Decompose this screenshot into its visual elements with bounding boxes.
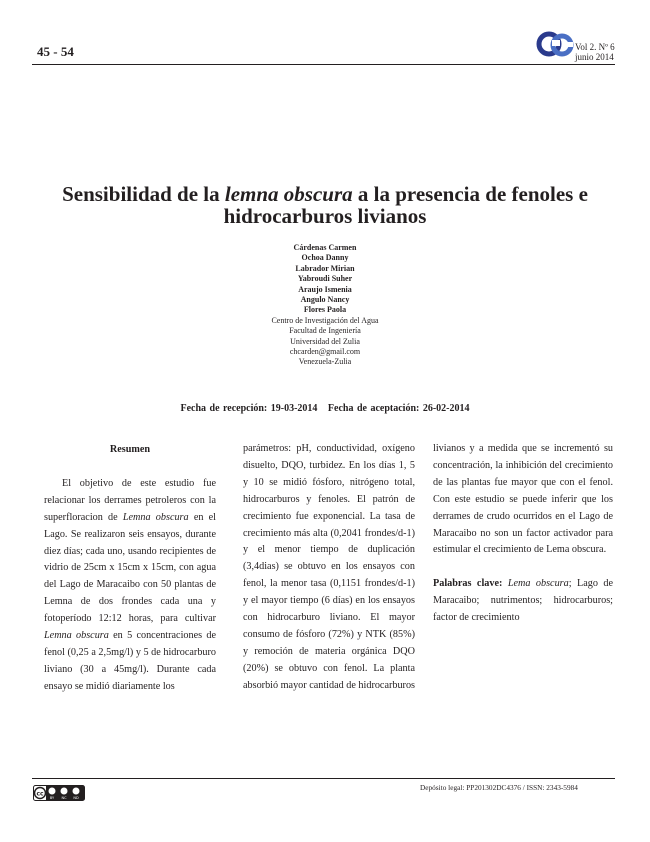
abstract-paragraph [44,476,216,696]
author: Yabroudi Suher [297,274,353,284]
abstract-continuation: livianos y a medida que se incrementó su concentración, la inhibición del crecimiento de las plantas fue mayor que con el fenol. Con este estudio se puede inferir que los derrames de crudo ocurridos en el Lago de Maracaibo no son un factor activador para estimular el crecimiento de Lema obscura. [433,443,613,556]
affiliation-line: Facultad de Ingeniería [289,326,361,336]
footer-rule [32,778,615,779]
abstract-heading: Resumen [109,444,151,455]
keywords-list: ; Lago de Maracaibo; nutrimentos; hidrocarburos; factor de crecimiento [433,578,613,624]
keyword-species: Lema obscura [507,578,569,590]
title-part-2: a la presencia de fenoles e hidrocarburos livianos [223,182,588,228]
cc-label: BY [49,795,55,800]
cc-label: NC [61,795,67,800]
affiliation-line: Universidad del Zulia [290,336,360,346]
creative-commons-by-nc-nd-icon[interactable] [33,785,85,801]
keywords-label: Palabras clave: [433,578,503,590]
abstract-text: en 5 concentraciones de fenol (0,25 a 2,5mg/l) y 5 de hidrocarburo liviano (30 a 45mg/l). Durante cada ensayo se midió diariamente los [44,630,216,692]
volume-number: Vol 2. Nº 6 [575,42,615,52]
author-block [175,243,475,368]
abstract-column-3 [433,441,613,627]
abstract-species: Lemna obscura [44,630,109,642]
keywords [433,576,613,627]
received-date: Fecha de recepción: 19-03-2014 [180,403,318,414]
header-rule [32,64,615,65]
abstract-text: El objetivo de este estudio fue relacionar los derrames petroleros con la superfloracion de [44,477,216,523]
author: Angulo Nancy [300,295,350,305]
abstract-column-1 [44,442,216,696]
svg-text:cc: cc [36,790,44,798]
journal-logo-icon [536,30,576,58]
abstract-text: en el Lago. Se realizaron seis ensayos, durante diez días; cada uno, usando recipientes de vidrio de 25cm x 15cm x 15cm, con agua del Lago de Maracaibo con 50 plantas de Lemna de dos frondes cada una y fotoperíodo 12:12 horas, para cultivar [44,511,216,625]
affiliation-line: Venezuela-Zulia [298,357,352,367]
page-range: 45 - 54 [37,44,74,59]
title-part-1: Sensibilidad de la [62,182,225,206]
issue-date: junio 2014 [575,52,614,62]
issue-info [575,42,615,62]
title-species: lemna obscura [224,182,353,206]
submission-dates [40,403,610,414]
author-email[interactable]: chcarden@gmail.com [289,347,361,357]
author: Labrador Mirian [295,263,355,273]
author: Cárdenas Carmen [293,243,357,252]
abstract-species: Lemna obscura [122,511,189,523]
author: Araujo Ismenia [298,284,352,294]
affiliation-line: Centro de Investigación del Agua [271,315,379,325]
abstract-continuation: parámetros: pH, conductividad, oxígeno disuelto, DQO, turbidez. En los días 1, 5 y 10 se midió fósforo, nitrógeno total, hidrocarburos y fenoles. El patrón de crecimiento fue exponencial. La tasa de crecimiento más alta (0,2041 frondes/d-1) y el menor tiempo de duplicación (3,4dias) se obtuvo en los ensayos con fenol, la menor tasa (0,1151 frondes/d-1) y el mayor tiempo (6 días) en los ensayos con hidrocarburo liviano. El mayor consumo de fósforo (72%) y NTK (85%) y remoción de materia orgánica DQO (20%) se obtuvo con fenol. La planta absorbió mayor cantidad de hidrocarburos [243,443,415,691]
accepted-date: Fecha de aceptación: 26-02-2014 [327,403,470,414]
author: Ochoa Danny [301,253,349,263]
article-title [40,183,610,227]
legal-deposit: Depósito legal: PP201302DC4376 / ISSN: 2343-5984 [420,783,578,792]
author: Flores Paola [303,305,347,315]
abstract-column-2 [243,441,415,695]
cc-label: ND [73,795,79,800]
